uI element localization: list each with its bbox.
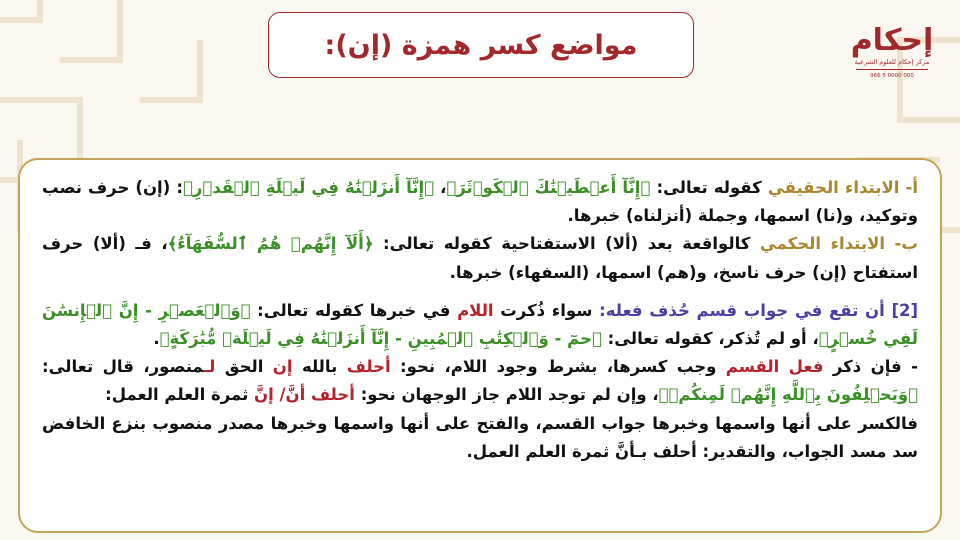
paragraph-implied-start (42, 230, 918, 286)
paragraph-explanation (42, 410, 918, 466)
page-title: مواضع كسر همزة (إن): (324, 29, 638, 61)
quran-verse: ﴿إِنَّآ أَعۡطَيۡنَٰكَ ٱلۡكَوۡثَرَ﴾ (446, 178, 651, 197)
content-box (18, 158, 942, 533)
logo-divider (856, 69, 928, 70)
text: سواء ذُكرت (493, 300, 600, 320)
heading-real-start: أ- الابتداء الحقيقي (767, 178, 918, 197)
text: ، أو لم تُذكر، كقوله تعالى: (601, 329, 819, 349)
highlight-word: فعل القسم (725, 357, 824, 377)
logo-subtitle: مركز إحكام للعلوم الشرعية (854, 58, 930, 66)
text: . (153, 329, 160, 349)
highlight-word: اللام (457, 300, 494, 320)
paragraph-oath-verb (42, 353, 918, 409)
title-box (268, 12, 694, 78)
text: ثمرة العلم العمل: (105, 385, 255, 405)
heading-oath-answer: أن تقع في جواب قسم حُذف فعله: (599, 300, 892, 320)
text: ، (434, 178, 447, 197)
text: : (إن) حرف نصب وتوكيد، و(نا) اسمها، وجملة (أنزلناه) خبرها. (42, 178, 918, 226)
section-number: [2] (891, 300, 919, 320)
logo-wordmark: إحكام (850, 23, 934, 58)
quran-verse: ﴿إِنَّآ أَنزَلۡنَٰهُ فِي لَيۡلَةِ ٱلۡقَدۡرِ﴾ (182, 178, 435, 197)
logo-contact: 966 5 0000 000 (870, 73, 914, 79)
text: وجب كسرها، بشرط وجود اللام، نحو: (390, 357, 726, 377)
text: - فإن ذكر (823, 357, 918, 377)
heading-implied-start: ب- الابتداء الحكمي (759, 234, 918, 254)
highlight-word: أنَّ/ إنَّ (254, 385, 306, 405)
highlight-word: إن (272, 357, 293, 377)
quran-verse: ﴿أَلَآ إِنَّهُمۡ هُمُ ٱلسُّفَهَآءُ﴾ (167, 234, 374, 254)
highlight-word: لـ (203, 357, 216, 377)
text: منصور، قال تعالى: (42, 357, 204, 377)
text: ، وإن لم توجد اللام جاز الوجهان نحو: (354, 385, 659, 405)
quran-verse: ﴿وَيَحۡلِفُونَ بِٱللَّهِ إِنَّهُمۡ لَمِنكُمۡ﴾ (658, 385, 918, 405)
logo (846, 24, 938, 100)
quran-verse: ﴿وَٱلۡعَصۡرِ - إِنَّ ٱلۡإِنسَٰنَ لَفِي خُسۡرٍ﴾ (42, 300, 918, 349)
quran-verse: ﴿حمٓ - وَٱلۡكِتَٰبِ ٱلۡمُبِينِ - إِنَّآ أَنزَلۡنَٰهُ فِي لَيۡلَةٖ مُّبَٰرَكَةٍ﴾ (159, 329, 602, 349)
text: ، فـ (ألا) حرف استفتاح (إن) حرف ناسخ، و(هم) اسمها، (السفهاء) خبرها. (42, 234, 918, 282)
highlight-word: أحلف (346, 357, 391, 377)
text: كقوله تعالى: (650, 178, 768, 197)
text: فالكسر على أنها واسمها وخبرها جواب القسم، والفتح على أنها واسمها وخبرها مصدر منصوب بنزع الخافض سد مسد الجواب، والتقدير: أحلف بـأنَّ ثمرة العلم العمل. (42, 413, 918, 461)
paragraph-real-start (42, 174, 918, 230)
text: في خبرها كقوله تعالى: (250, 300, 458, 320)
paragraph-oath-answer (42, 297, 918, 353)
text: الحق (215, 357, 273, 377)
highlight-word: أحلف (311, 385, 355, 405)
text: بالله (292, 357, 347, 377)
text: كالواقعة بعد (ألا) الاستفتاحية كقوله تعالى: (373, 234, 760, 254)
